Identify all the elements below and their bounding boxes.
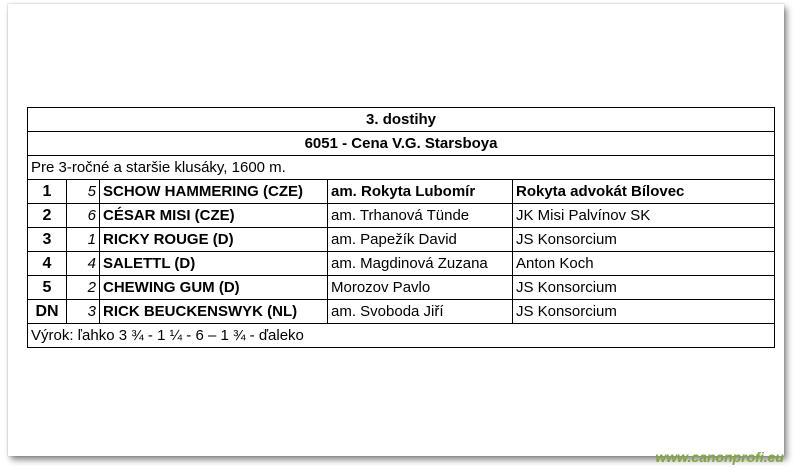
horse-name: CHEWING GUM (D) — [100, 276, 328, 300]
finish-position: 1 — [28, 180, 67, 204]
table-row — [28, 300, 775, 324]
driver-name: am. Papežík David — [328, 228, 513, 252]
start-number: 4 — [67, 252, 100, 276]
driver-name: am. Svoboda Jiří — [328, 300, 513, 324]
horse-name: CÉSAR MISI (CZE) — [100, 204, 328, 228]
owner-name: JS Konsorcium — [513, 300, 775, 324]
start-number: 6 — [67, 204, 100, 228]
start-number: 5 — [67, 180, 100, 204]
driver-name: Morozov Pavlo — [328, 276, 513, 300]
race-results-table — [27, 107, 775, 348]
conditions-row — [28, 156, 775, 180]
table-row — [28, 180, 775, 204]
race-name: 6051 - Cena V.G. Starsboya — [28, 132, 775, 156]
table-row — [28, 204, 775, 228]
driver-name: am. Rokyta Lubomír — [328, 180, 513, 204]
finish-position: 4 — [28, 252, 67, 276]
owner-name: JS Konsorcium — [513, 276, 775, 300]
horse-name: RICKY ROUGE (D) — [100, 228, 328, 252]
finish-position: 3 — [28, 228, 67, 252]
start-number: 1 — [67, 228, 100, 252]
race-title: 3. dostihy — [28, 108, 775, 132]
horse-name: SALETTL (D) — [100, 252, 328, 276]
table-row — [28, 276, 775, 300]
driver-name: am. Trhanová Tünde — [328, 204, 513, 228]
owner-name: Anton Koch — [513, 252, 775, 276]
race-title-row — [28, 108, 775, 132]
result-verdict: Výrok: ľahko 3 ¾ - 1 ¼ - 6 – 1 ¾ - ďaleko — [28, 324, 775, 348]
result-row — [28, 324, 775, 348]
finish-position: DN — [28, 300, 67, 324]
owner-name: Rokyta advokát Bílovec — [513, 180, 775, 204]
finish-position: 2 — [28, 204, 67, 228]
watermark: www.canonprofi.eu — [655, 449, 784, 465]
start-number: 2 — [67, 276, 100, 300]
horse-name: RICK BEUCKENSWYK (NL) — [100, 300, 328, 324]
owner-name: JS Konsorcium — [513, 228, 775, 252]
start-number: 3 — [67, 300, 100, 324]
horse-name: SCHOW HAMMERING (CZE) — [100, 180, 328, 204]
owner-name: JK Misi Palvínov SK — [513, 204, 775, 228]
driver-name: am. Magdinová Zuzana — [328, 252, 513, 276]
finish-position: 5 — [28, 276, 67, 300]
table-row — [28, 228, 775, 252]
race-name-row — [28, 132, 775, 156]
table-row — [28, 252, 775, 276]
race-conditions: Pre 3-ročné a staršie klusáky, 1600 m. — [28, 156, 775, 180]
